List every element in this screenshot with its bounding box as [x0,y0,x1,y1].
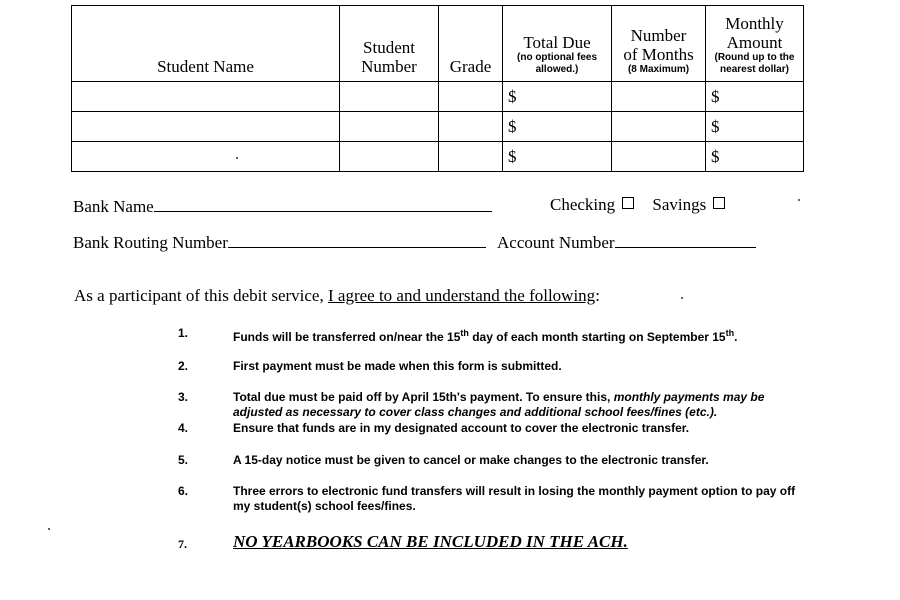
checking-label: Checking [550,195,616,214]
account-number-label: Account Number [497,233,615,252]
months-note: (8 Maximum) [627,64,690,75]
grade-cell[interactable] [439,142,503,172]
grade-cell[interactable] [439,112,503,142]
term-text: Total due must be paid off by April 15th's payment. To ensure this, monthly payments may be adjusted as necessary to cover class changes and additional school fees/fines (etc.). [233,390,765,419]
total-due-cell[interactable] [503,142,612,172]
dollar-sign: $ [711,117,720,136]
number-of-months-cell[interactable] [612,82,706,112]
bank-name-input[interactable] [154,195,492,212]
savings-label: Savings [652,195,707,214]
total-due-cell[interactable] [503,112,612,142]
dollar-sign: $ [711,147,720,166]
header-student-number: Student Number [340,6,439,82]
monthly-amount-cell[interactable] [706,82,804,112]
student-name-cell[interactable] [72,82,340,112]
term-text: Funds will be transferred on/near the 15th day of each month starting on September 15th. [233,328,738,344]
student-number-cell[interactable] [340,142,439,172]
table-header-row [72,6,804,82]
student-number-cell[interactable] [340,112,439,142]
number-of-months-cell[interactable] [612,142,706,172]
monthly-amount-cell[interactable] [706,142,804,172]
header-grade: Grade [439,6,503,82]
dollar-sign: $ [508,87,517,106]
account-type-field [550,195,725,215]
total-due-note: (no optional fees allowed.) [517,52,597,75]
savings-checkbox[interactable] [713,197,725,209]
dollar-sign: $ [508,147,517,166]
bank-name-field [73,195,492,217]
student-name-cell[interactable] [72,142,340,172]
scan-speck [236,157,238,159]
table-row [72,142,804,172]
grade-cell[interactable] [439,82,503,112]
student-name-cell[interactable] [72,112,340,142]
header-total-due: Total Due (no optional fees allowed.) [503,6,612,82]
scan-speck [681,297,683,299]
account-number-field [497,231,756,253]
routing-number-input[interactable] [228,231,486,248]
account-number-input[interactable] [615,231,756,248]
scan-speck [798,199,800,201]
number-of-months-cell[interactable] [612,112,706,142]
scan-speck [48,528,50,530]
bank-name-label: Bank Name [73,197,154,216]
table-row [72,112,804,142]
term-text: First payment must be made when this form is submitted. [233,359,562,373]
term-text: NO YEARBOOKS CAN BE INCLUDED IN THE ACH. [233,532,628,551]
header-student-name: Student Name [72,6,340,82]
monthly-amount-cell[interactable] [706,112,804,142]
student-fee-table [71,5,804,172]
monthly-amount-note: (Round up to the nearest dollar) [714,52,795,75]
agreement-intro: As a participant of this debit service, I agree to and understand the following: [74,286,600,305]
dollar-sign: $ [508,117,517,136]
agreement-intro-underlined: I agree to and understand the following [327,286,596,305]
checking-checkbox[interactable] [622,197,634,209]
term-text: Three errors to electronic fund transfers will result in losing the monthly payment option to pay off my student(s) school fees/fines. [233,484,796,513]
total-due-cell[interactable] [503,82,612,112]
term-text: A 15-day notice must be given to cancel or make changes to the electronic transfer. [233,453,709,467]
header-number-of-months: Number of Months (8 Maximum) [612,6,706,82]
dollar-sign: $ [711,87,720,106]
header-monthly-amount: Monthly Amount (Round up to the nearest dollar) [706,6,804,82]
routing-number-field [73,231,486,253]
routing-number-label: Bank Routing Number [73,233,228,252]
table-row [72,82,804,112]
term-text: Ensure that funds are in my designated account to cover the electronic transfer. [233,421,690,435]
student-number-cell[interactable] [340,82,439,112]
